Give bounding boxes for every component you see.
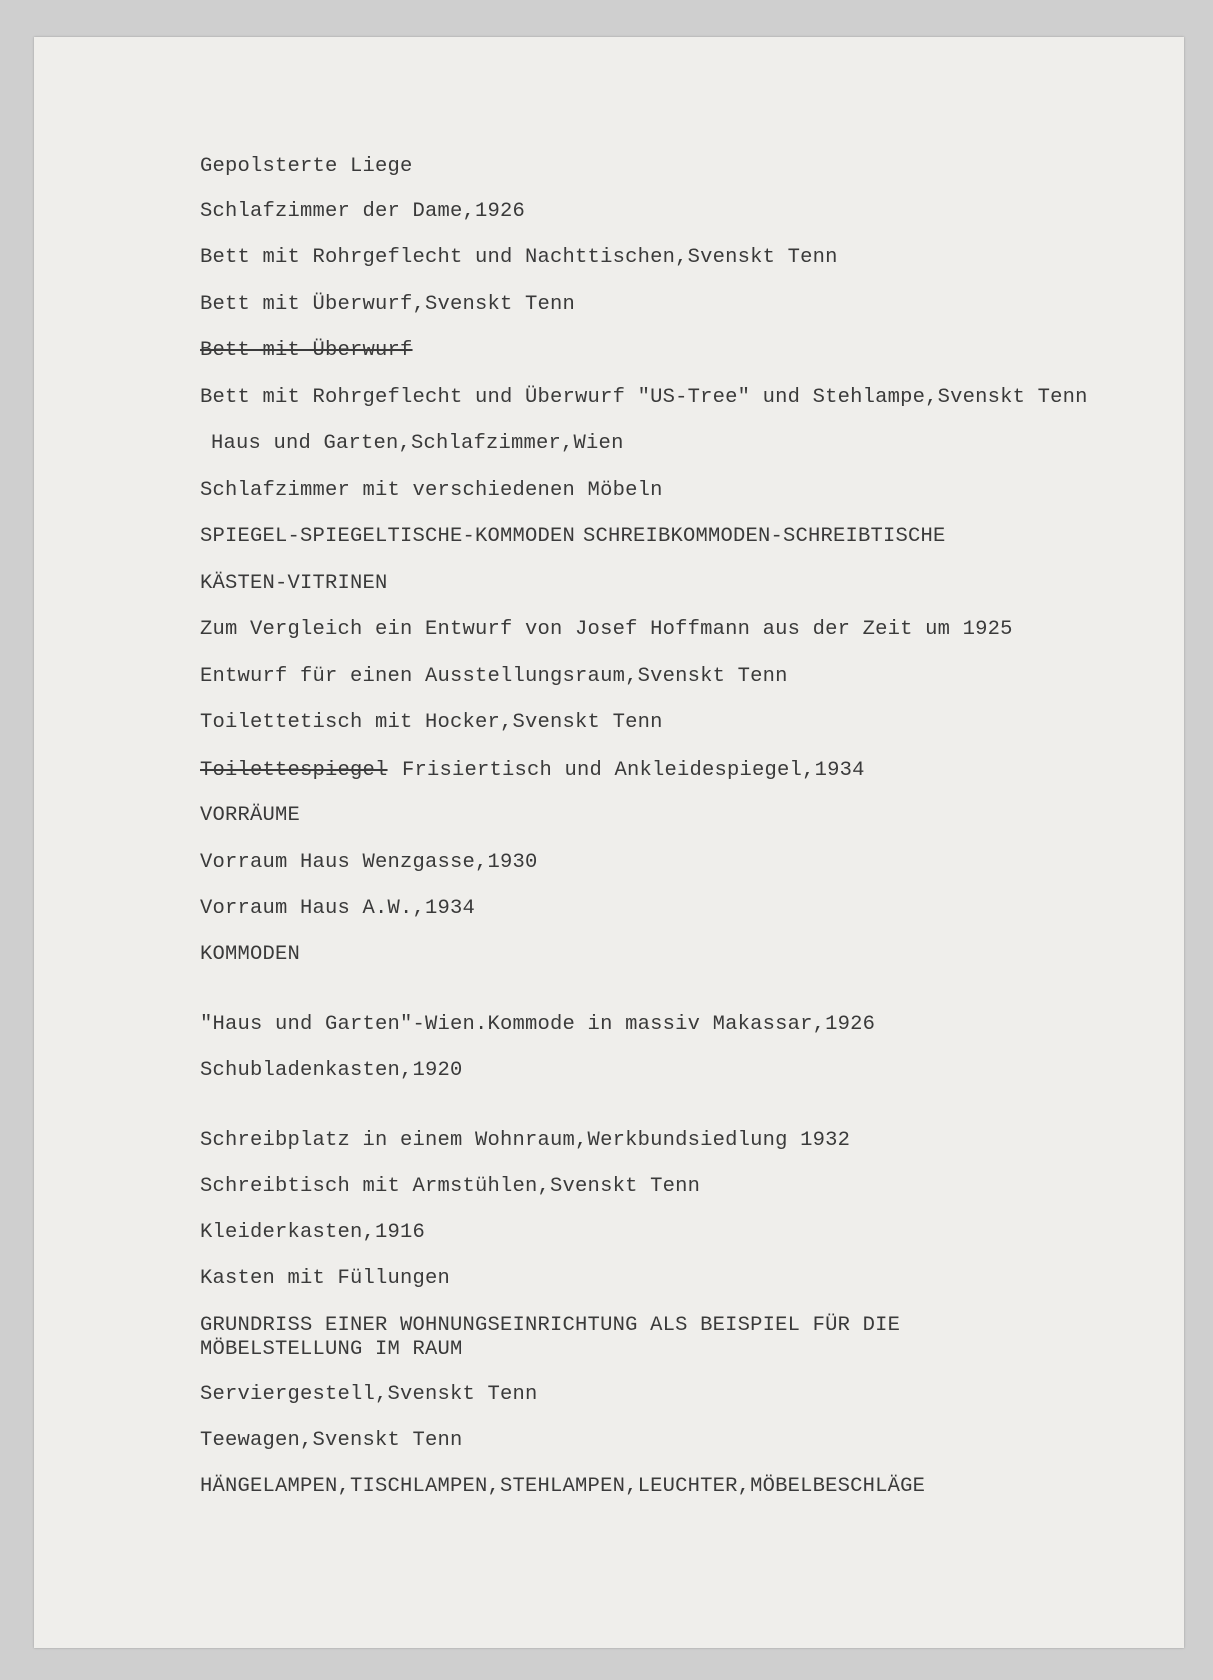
text-line: Bett mit Rohrgeflecht und Nachttischen,Svenskt Tenn [200,246,838,269]
paper-sheet [34,37,1184,1648]
text-line: Gepolsterte Liege [200,155,413,178]
struck-text-line: Toilettespiegel [200,759,388,782]
text-line: Schlafzimmer mit verschiedenen Möbeln [200,479,663,502]
text-line: Schubladenkasten,1920 [200,1059,463,1082]
text-line: Kasten mit Füllungen [200,1267,451,1290]
text-line: Vorraum Haus A.W.,1934 [200,897,476,920]
text-line: Vorraum Haus Wenzgasse,1930 [200,851,538,874]
text-line: Schlafzimmer der Dame,1926 [200,200,526,223]
section-heading: KÄSTEN-VITRINEN [200,572,388,595]
text-line: Frisiertisch und Ankleidespiegel,1934 [402,759,865,782]
section-heading: VORRÄUME [200,804,301,827]
text-line: Serviergestell,Svenskt Tenn [200,1383,538,1406]
section-heading: GRUNDRISS EINER WOHNUNGSEINRICHTUNG ALS BEISPIEL FÜR DIE MÖBELSTELLUNG IM RAUM [200,1314,901,1361]
text-line: Schreibtisch mit Armstühlen,Svenskt Tenn [200,1175,701,1198]
section-heading: KOMMODEN [200,943,301,966]
text-line: Entwurf für einen Ausstellungsraum,Svenskt Tenn [200,665,788,688]
text-line: Kleiderkasten,1916 [200,1221,426,1244]
text-line: Schreibplatz in einem Wohnraum,Werkbundsiedlung 1932 [200,1129,851,1152]
section-heading: HÄNGELAMPEN,TISCHLAMPEN,STEHLAMPEN,LEUCHTER,MÖBELBESCHLÄGE [200,1475,926,1498]
text-line: Toilettetisch mit Hocker,Svenskt Tenn [200,711,663,734]
text-line: Haus und Garten,Schlafzimmer,Wien [211,432,624,455]
text-line: Teewagen,Svenskt Tenn [200,1429,463,1452]
text-line: Zum Vergleich ein Entwurf von Josef Hoffmann aus der Zeit um 1925 [200,618,1013,641]
text-line: Bett mit Überwurf,Svenskt Tenn [200,293,576,316]
text-line: "Haus und Garten"-Wien.Kommode in massiv Makassar,1926 [200,1013,876,1036]
text-line: Bett mit Rohrgeflecht und Überwurf "US-Tree" und Stehlampe,Svenskt Tenn [200,386,1088,409]
section-heading: SPIEGEL-SPIEGELTISCHE-KOMMODEN [200,525,576,548]
section-heading: SCHREIBKOMMODEN-SCHREIBTISCHE [583,525,946,548]
struck-text-line: Bett mit Überwurf [200,339,413,362]
